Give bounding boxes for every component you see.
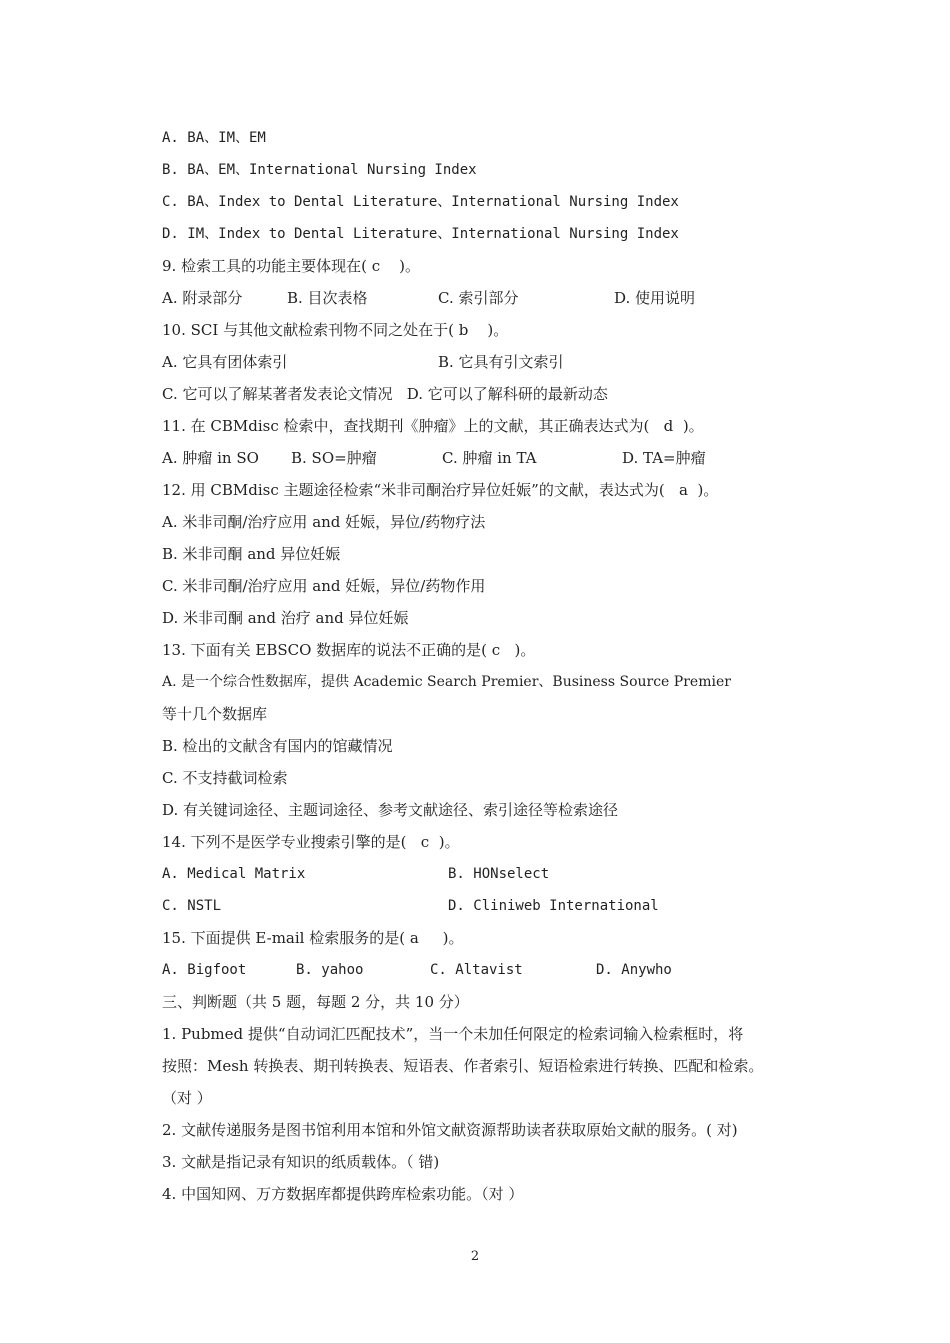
question-10-options-cd: C. 它可以了解某著者发表论文情况 D. 它可以了解科研的最新动态 [162, 385, 608, 403]
q12-option-d: D. 米非司酮 and 治疗 and 异位妊娠 [162, 609, 409, 627]
q8-option-c: C. BA、Index to Dental Literature、International Nursing Index [162, 194, 679, 210]
q14-option-d: D. Cliniweb International [448, 898, 659, 914]
q15-option-c: C. Altavist [430, 962, 523, 978]
q11-option-a: A. 肿瘤 in SO [162, 449, 259, 467]
q13-option-a: A. 是一个综合性数据库，提供 Academic Search Premier、Business Source Premier [162, 674, 731, 690]
judgement-1-answer: （对 ） [162, 1089, 212, 1107]
q11-option-c: C. 肿瘤 in TA [442, 449, 537, 467]
q10-option-b: B. 它具有引文索引 [438, 353, 564, 371]
q9-option-a: A. 附录部分 [162, 289, 243, 307]
q12-option-c: C. 米非司酮/治疗应用 and 妊娠，异位/药物作用 [162, 577, 486, 595]
q14-option-b: B. HONselect [448, 866, 550, 882]
q9-option-d: D. 使用说明 [614, 289, 696, 307]
judgement-3: 3. 文献是指记录有知识的纸质载体。（ 错) [162, 1153, 440, 1171]
question-14-options-ab [162, 864, 862, 884]
question-14-options-cd [162, 896, 862, 916]
question-9: 9. 检索工具的功能主要体现在( c )。 [162, 257, 421, 275]
question-12: 12. 用 CBMdisc 主题途径检索“米非司酮治疗异位妊娠”的文献，表达式为( a )。 [162, 481, 719, 499]
question-9-options [162, 288, 862, 308]
judgement-4: 4. 中国知网、万方数据库都提供跨库检索功能。（对 ） [162, 1185, 524, 1203]
q11-option-b: B. SO=肿瘤 [291, 449, 377, 467]
question-15: 15. 下面提供 E-mail 检索服务的是( a )。 [162, 929, 464, 947]
q9-option-c: C. 索引部分 [438, 289, 519, 307]
question-13: 13. 下面有关 EBSCO 数据库的说法不正确的是( c )。 [162, 641, 536, 659]
section-3-heading: 三、判断题（共 5 题，每题 2 分，共 10 分） [162, 993, 469, 1011]
judgement-1: 1. Pubmed 提供“自动词汇匹配技术”，当一个未加任何限定的检索词输入检索框时，将 [162, 1025, 744, 1043]
page-number: 2 [470, 1249, 480, 1264]
judgement-2: 2. 文献传递服务是图书馆利用本馆和外馆文献资源帮助读者获取原始文献的服务。( 对) [162, 1121, 738, 1139]
q15-option-b: B. yahoo [296, 962, 364, 978]
q8-option-a: A. BA、IM、EM [162, 130, 266, 146]
question-14: 14. 下列不是医学专业搜索引擎的是( c )。 [162, 833, 460, 851]
q12-option-a: A. 米非司酮/治疗应用 and 妊娠，异位/药物疗法 [162, 513, 486, 531]
q11-option-d: D. TA=肿瘤 [622, 449, 706, 467]
q13-option-c: C. 不支持截词检索 [162, 769, 288, 787]
q15-option-d: D. Anywho [596, 962, 672, 978]
question-11-options [162, 448, 862, 468]
question-15-options [162, 960, 862, 980]
judgement-1-cont: 按照：Mesh 转换表、期刊转换表、短语表、作者索引、短语检索进行转换、匹配和检索。 [162, 1057, 764, 1075]
question-11: 11. 在 CBMdisc 检索中，查找期刊《肿瘤》上的文献，其正确表达式为( d )。 [162, 417, 704, 435]
q13-option-d: D. 有关键词途径、主题词途径、参考文献途径、索引途径等检索途径 [162, 801, 619, 819]
q8-option-d: D. IM、Index to Dental Literature、International Nursing Index [162, 226, 679, 242]
question-10-options-ab [162, 352, 862, 372]
q9-option-b: B. 目次表格 [287, 289, 368, 307]
q12-option-b: B. 米非司酮 and 异位妊娠 [162, 545, 341, 563]
q13-option-b: B. 检出的文献含有国内的馆藏情况 [162, 737, 393, 755]
q14-option-c: C. NSTL [162, 898, 222, 914]
q8-option-b: B. BA、EM、International Nursing Index [162, 162, 477, 178]
q10-option-a: A. 它具有团体索引 [162, 353, 288, 371]
q14-option-a: A. Medical Matrix [162, 866, 306, 882]
question-10: 10. SCI 与其他文献检索刊物不同之处在于( b )。 [162, 321, 509, 339]
q15-option-a: A. Bigfoot [162, 962, 247, 978]
q13-option-a-cont: 等十几个数据库 [162, 705, 268, 723]
